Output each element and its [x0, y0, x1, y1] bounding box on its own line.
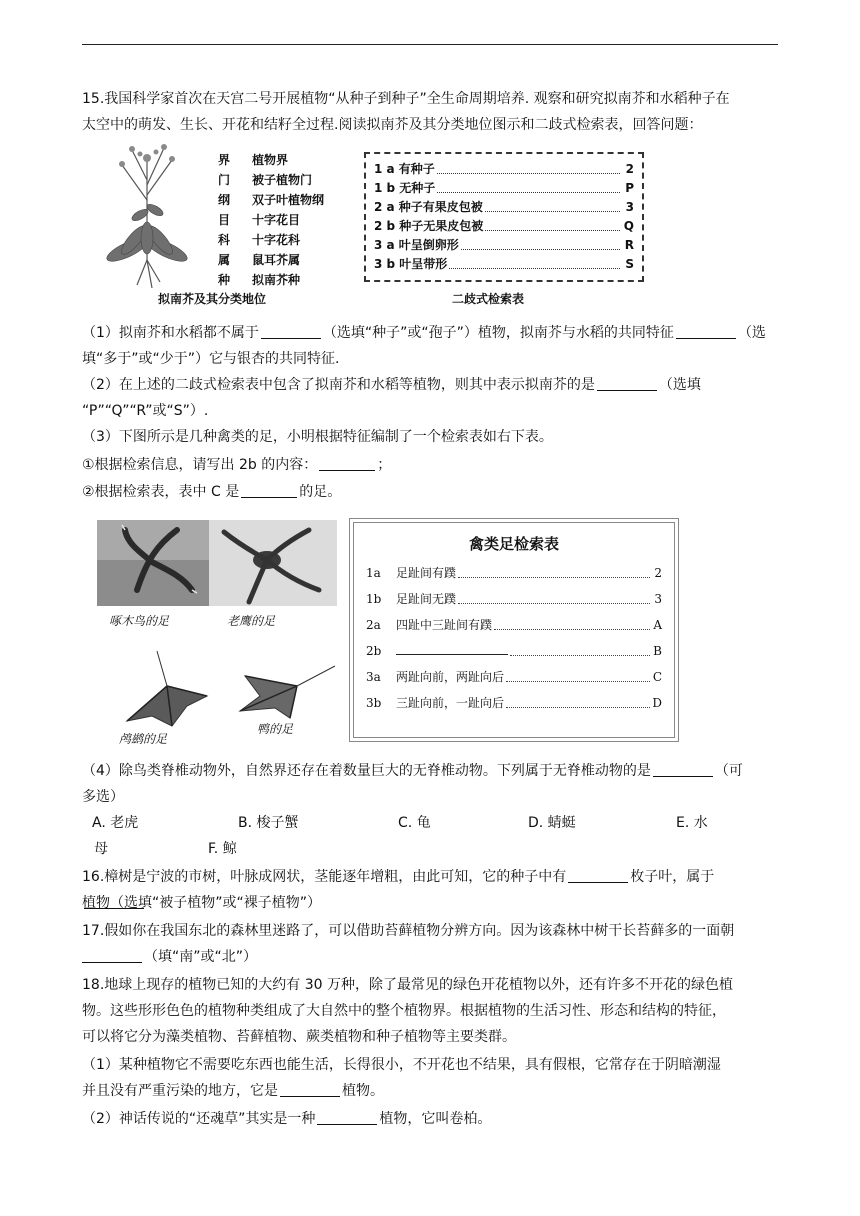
- text: 植物。: [342, 1083, 384, 1099]
- classification-row: [218, 230, 324, 250]
- woodpecker-foot-image: [97, 520, 209, 606]
- rank: 目: [218, 213, 231, 227]
- taxon: 十字花科: [252, 233, 301, 247]
- q15-intro-line1: 15.我国科学家首次在天宫二号开展植物“从种子到种子”全生命周期培养. 观察和研究拟南芥和水稻种子在: [82, 91, 730, 107]
- taxon: 拟南芥种: [252, 273, 301, 287]
- key-value: R: [624, 238, 634, 252]
- option-e-continued: 母: [94, 841, 108, 857]
- text: 枚子叶，属于: [630, 869, 715, 885]
- text: （填“南”或“北”）: [144, 949, 258, 965]
- q15-sub4-line1: [82, 758, 778, 784]
- key-row: [366, 560, 662, 586]
- option-d[interactable]: D. 蜻蜓: [528, 815, 576, 831]
- eagle-foot-image: [209, 520, 337, 606]
- answer-blank[interactable]: [280, 1082, 340, 1097]
- answer-blank[interactable]: [653, 762, 713, 777]
- key-row: [366, 612, 662, 638]
- bird-feet-key-title: 禽类足检索表: [468, 535, 559, 553]
- key-code: 1a: [366, 566, 381, 580]
- classification-row: [218, 250, 324, 270]
- key-row: [374, 255, 634, 274]
- key-text: 足趾间无蹼: [396, 592, 457, 606]
- key-text: 2 a 种子有果皮包被: [374, 200, 483, 214]
- cormorant-foot-label: 鸬鹚的足: [119, 732, 168, 746]
- key-row: [374, 160, 634, 179]
- text: ；: [377, 457, 392, 473]
- text: （选: [737, 325, 766, 341]
- text: （1）拟南芥和水稻都不属于: [82, 325, 259, 341]
- text: （4）除鸟类脊椎动物外，自然界还存在着数量巨大的无脊椎动物。下列属于无脊椎动物的是: [82, 763, 651, 779]
- key-text: 2 b 种子无果皮包被: [374, 219, 484, 233]
- q15-intro-line2: 太空中的萌发、生长、开花和结籽全过程.阅读拟南芥及其分类地位图示和二歧式检索表，回答问题：: [82, 117, 703, 133]
- caption-key: 二歧式检索表: [452, 292, 525, 306]
- rank: 属: [218, 253, 231, 267]
- classification-table: [218, 150, 324, 290]
- taxon: 十字花目: [252, 213, 301, 227]
- key-value: S: [625, 257, 634, 271]
- key-code: 3a: [366, 670, 381, 684]
- taxon: 植物界: [252, 153, 289, 167]
- answer-blank[interactable]: [597, 376, 657, 391]
- bird-feet-key: [349, 518, 679, 742]
- text: （可: [714, 763, 743, 779]
- eagle-foot-label: 老鹰的足: [227, 614, 276, 628]
- q18-line1: 18.地球上现存的植物已知的大约有 30 万种，除了最常见的绿色开花植物以外，还有许多不开花的绿色植: [82, 977, 733, 993]
- answer-blank[interactable]: [568, 868, 628, 883]
- q15-sub3-item1: [82, 452, 778, 478]
- classification-row: [218, 170, 324, 190]
- key-row: [374, 198, 634, 217]
- q18-sub1-line1: （1）某种植物它不需要吃东西也能生活，长得很小，不开花也不结果，具有假根，它常存在于阴暗潮湿: [82, 1057, 721, 1073]
- key-text: 足趾间有蹼: [396, 566, 457, 580]
- taxon: 被子植物门: [252, 173, 313, 187]
- key-text: 3 a 叶呈倒卵形: [374, 238, 459, 252]
- classification-row: [218, 150, 324, 170]
- text: 16.樟树是宁波的市树，叶脉成网状，茎能逐年增粗，由此可知，它的种子中有: [82, 869, 567, 885]
- key-value: A: [653, 618, 662, 632]
- key-row: [374, 217, 634, 236]
- key-row: [374, 179, 634, 198]
- key-code: 2a: [366, 618, 381, 632]
- taxon: 鼠耳芥属: [252, 253, 301, 267]
- q18-line3: 可以将它分为藻类植物、苔藓植物、蕨类植物和种子植物等主要类群。: [82, 1029, 516, 1045]
- text: 植物，它叫卷柏。: [379, 1111, 492, 1127]
- key-row: [366, 586, 662, 612]
- taxon: 双子叶植物纲: [252, 193, 325, 207]
- key-value: 3: [654, 592, 662, 606]
- key-value: B: [653, 644, 662, 658]
- arabidopsis-plant-image: [92, 140, 202, 290]
- q15-sub3-item2: [82, 479, 778, 505]
- key-row: [366, 664, 662, 690]
- key-row: [374, 236, 634, 255]
- key-text: 1 b 无种子: [374, 181, 436, 195]
- answer-blank[interactable]: [82, 948, 142, 963]
- key-value: C: [652, 670, 662, 684]
- q18-line2: 物。这些形形色色的植物种类组成了大自然中的整个植物界。根据植物的生活习性、形态和结构的特征，: [82, 1003, 726, 1019]
- answer-blank[interactable]: [241, 483, 297, 498]
- rank: 界: [218, 153, 231, 167]
- text: ①根据检索信息，请写出 2b 的内容：: [82, 457, 318, 473]
- rank: 门: [218, 173, 231, 187]
- answer-blank[interactable]: [319, 456, 375, 471]
- q18-sub2: [82, 1106, 778, 1132]
- key-text: 3 b 叶呈带形: [374, 257, 448, 271]
- q15-sub3: （3）下图所示是几种禽类的足，小明根据特征编制了一个检索表如右下表。: [82, 429, 553, 445]
- woodpecker-foot-label: 啄木鸟的足: [109, 614, 170, 628]
- figure-bird-feet: [95, 518, 685, 748]
- text: （2）在上述的二歧式检索表中包含了拟南芥和水稻等植物，则其中表示拟南芥的是: [82, 377, 595, 393]
- classification-row: [218, 190, 324, 210]
- text: （选填“种子”或“孢子”）植物，拟南芥与水稻的共同特征: [322, 325, 674, 341]
- key-value: D: [652, 696, 662, 710]
- caption-arabidopsis: 拟南芥及其分类地位: [158, 292, 267, 306]
- duck-foot-image: [235, 656, 341, 722]
- key-row: [366, 690, 662, 716]
- key-row: [366, 638, 662, 664]
- key-value: P: [625, 181, 634, 195]
- option-f[interactable]: F. 鲸: [208, 841, 237, 857]
- rank: 种: [218, 273, 231, 287]
- answer-blank[interactable]: [676, 324, 736, 339]
- option-a[interactable]: A. 老虎: [92, 815, 139, 831]
- duck-foot-label: 鸭的足: [257, 722, 294, 736]
- key-code: 3b: [366, 696, 382, 710]
- q15-sub2-line1: [82, 372, 778, 398]
- rank: 科: [218, 233, 231, 247]
- text: （选填: [658, 377, 701, 393]
- cormorant-foot-image: [117, 646, 215, 730]
- q15-sub1-line2: 填“多于”或“少于”）它与银杏的共同特征.: [82, 351, 340, 367]
- text: （2）神话传说的“还魂草”其实是一种: [82, 1111, 316, 1127]
- key-code: 1b: [366, 592, 382, 606]
- q17-line2: [82, 944, 778, 970]
- key-text: 两趾向前，两趾向后: [396, 670, 505, 684]
- classification-row: [218, 270, 324, 290]
- key-value: 2: [625, 162, 634, 176]
- top-rule: [82, 44, 778, 45]
- q15-sub2-line2: “P”“Q”“R”或“S”）.: [82, 403, 209, 419]
- figure-arabidopsis: [92, 140, 652, 310]
- option-c[interactable]: C. 龟: [398, 815, 431, 831]
- text: 并且没有严重污染的地方，它是: [82, 1083, 278, 1099]
- key-text: 四趾中三趾间有蹼: [396, 618, 493, 632]
- rank: 纲: [218, 193, 231, 207]
- key-text: 三趾向前，一趾向后: [396, 696, 505, 710]
- answer-blank[interactable]: [261, 324, 321, 339]
- classification-row: [218, 210, 324, 230]
- q18-sub1-line2: [82, 1078, 778, 1104]
- key-value: Q: [623, 219, 634, 233]
- text: 的足。: [299, 484, 342, 500]
- key-value: 2: [654, 566, 662, 580]
- text: ②根据检索表，表中 C 是: [82, 484, 240, 500]
- key-text: 1 a 有种子: [374, 162, 435, 176]
- option-b[interactable]: B. 梭子蟹: [238, 815, 299, 831]
- dichotomous-key: [364, 152, 644, 282]
- q15-sub1-line1: [82, 320, 778, 346]
- key-code: 2b: [366, 644, 382, 658]
- q17-line1: 17.假如你在我国东北的森林里迷路了，可以借助苔藓植物分辨方向。因为该森林中树干长苔藓多的一面朝: [82, 923, 735, 939]
- q16-line2: 植物（选填“被子植物”或“裸子植物”）: [82, 895, 322, 911]
- key-blank-line[interactable]: [396, 638, 508, 655]
- option-e[interactable]: E. 水: [676, 815, 708, 831]
- answer-blank[interactable]: [317, 1110, 377, 1125]
- key-value: 3: [625, 200, 634, 214]
- q15-sub4-line2: 多选）: [82, 789, 124, 805]
